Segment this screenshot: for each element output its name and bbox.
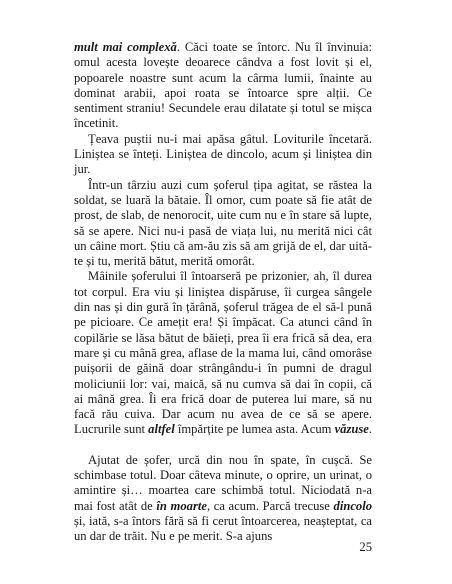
text-run: Țeava puștii nu-i mai apăsa gâtul. Loviturile încetară. Liniștea se înteți. Liniștea de dincolo, acum și liniștea din jur.	[74, 131, 372, 177]
text-run: Mâinile șoferului îl întoarseră pe prizonier, ah, îl durea tot corpul. Era viu și liniștea dispăruse, îi curgea sângele din nas și din gură în țărână, șoferul trăgea de el să-l pună pe picioare. Ce amețit era! Și împăcat. Ca atunci când în copilărie se lăsa bătut de băieți, prea îi era frică să dea, era mare și cu mână grea, aflase de la mama lui, când omorâse puișorii de găină doar strângându-i în pumni de dragul moliciunii lor: vai, maică, să nu cumva să dai în copii, că ai mână grea. Îi era frică doar de puterea lui mare, să nu facă rău cuiva. Dar acum nu avea de ce să se apere. Lucrurile sunt	[74, 269, 372, 437]
paragraph	[74, 178, 372, 270]
text-run: .	[368, 422, 373, 437]
emphasized-text: mult mai complexă	[74, 40, 177, 54]
paragraph	[74, 453, 372, 545]
page-number: 25	[359, 540, 372, 554]
emphasized-text: în moarte	[156, 498, 207, 513]
text-run: , ca acum. Parcă trecuse	[206, 498, 334, 513]
paragraph	[74, 269, 372, 437]
body-text	[74, 40, 372, 545]
paragraph	[74, 132, 372, 178]
emphasized-text: altfel	[148, 422, 175, 437]
text-run: Ajutat de șofer, urcă din nou în spate, în cușcă. Se schimbase totul. Doar câteva minute, o oprire, un urinat, o amintire și… moartea care schimbă totul. Niciodată n-a mai fost atât de	[74, 452, 372, 513]
text-run: împărțite pe lumea asta. Acum	[174, 422, 335, 437]
text-run: . Căci toate se întorc. Nu îl învinuia: omul acesta lovește deoarece cândva a fost lovit și el, popoarele noastre sunt acum la cârma lumii, înainte au dominat arabii, apoi roata se întoarce spre alții. Ce sentiment straniu! Secundele erau dilatate și totul se mișca încetinit.	[74, 40, 372, 131]
emphasized-text: dincolo	[333, 498, 373, 513]
text-run: Într-un târziu auzi cum șoferul țipa agitat, se răstea la soldat, se luară la bătaie. Îl omor, cum poate să fie atât de prost, de slab, de nenorocit, uite cum nu e în stare să lupte, să se apere. Nici nu-i pasă de viața lui, nu merită nici cât un câine mort. Știu că am-ău zis să am grijă de el, dar uită-te și tu, merită bătut, merită omorât.	[74, 177, 372, 269]
emphasized-text: văzuse	[334, 422, 369, 437]
paragraph	[74, 40, 372, 132]
text-run: și, iată, s-a întors fără să fi cerut întoarcerea, neașteptat, ca un dar de trăit. Nu e pe merit. S-a ajuns	[74, 513, 372, 544]
